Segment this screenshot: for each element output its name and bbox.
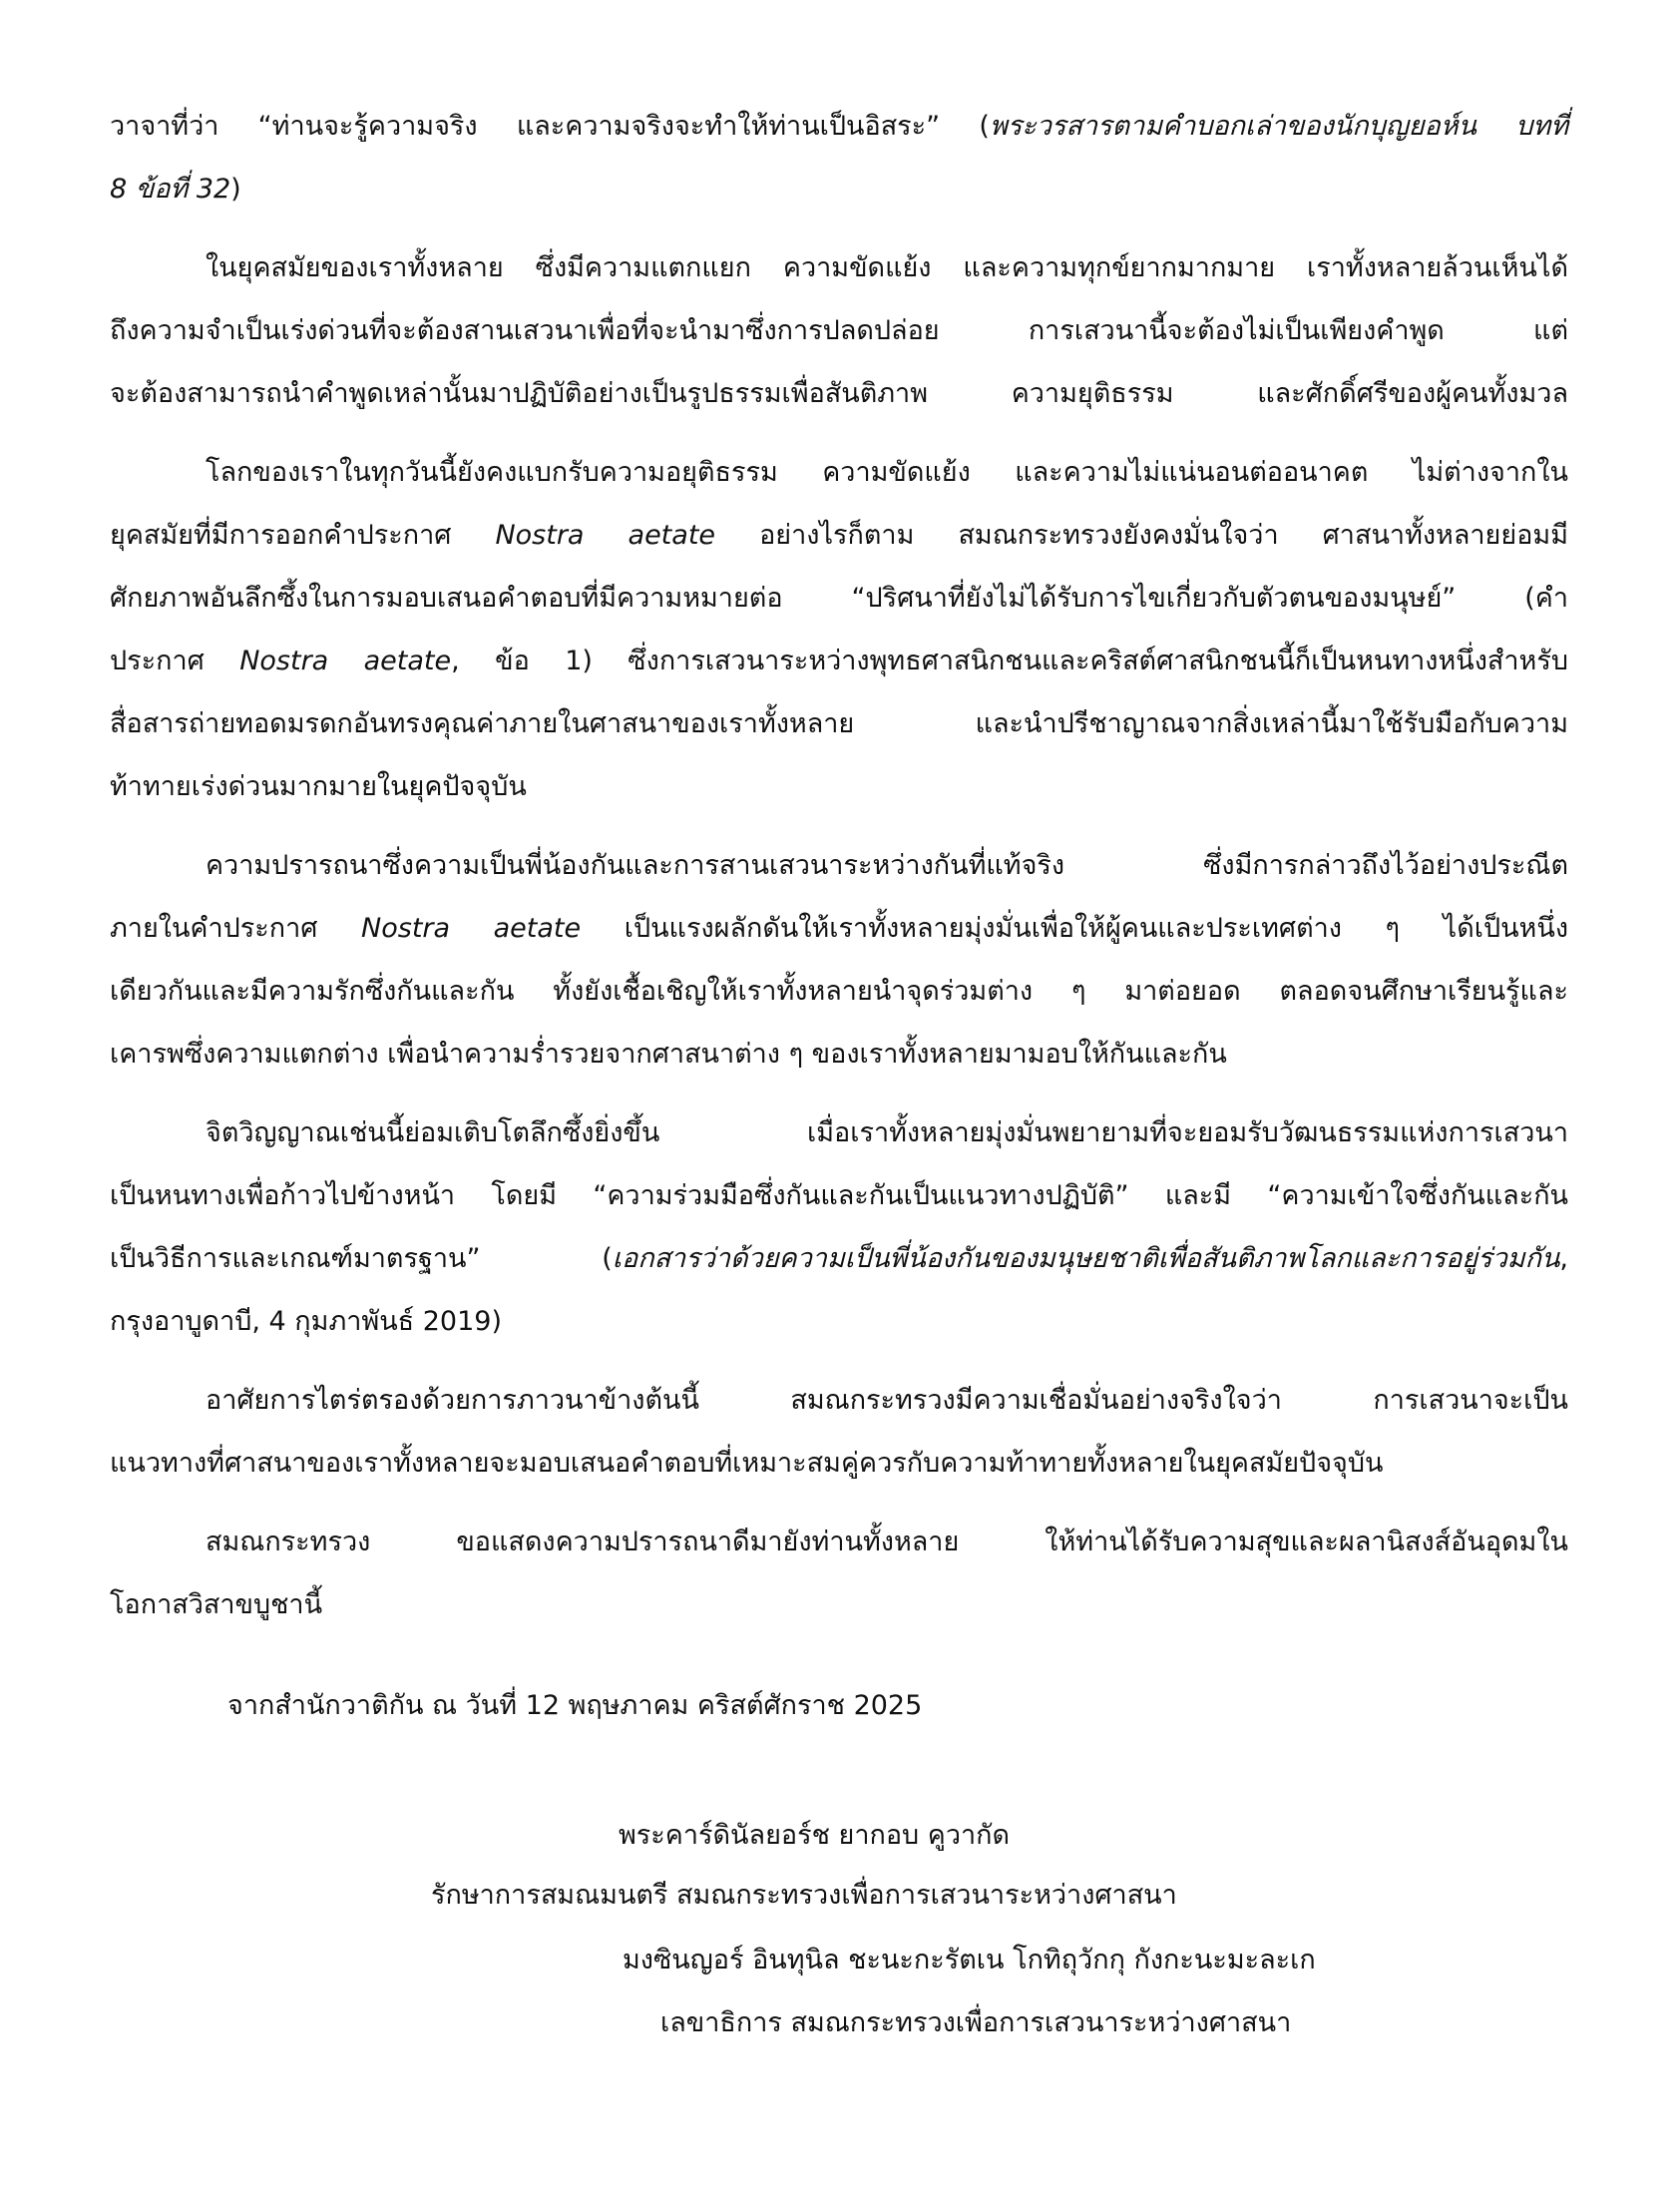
- italic-text-run: Nostra aetate: [361, 913, 582, 944]
- text-line: [110, 95, 1568, 158]
- paragraph-fraternity: [110, 834, 1568, 1086]
- text-run: เป็นหนทางเพื่อก้าวไปข้างหน้า โดยมี “ความร่วมมือซึ่งกันและกันเป็นแนวทางปฏิบัติ” และมี “ความเข้าใจซึ่งกันและกัน: [110, 1180, 1568, 1211]
- text-line: [110, 1101, 1568, 1164]
- text-run: กรุงอาบูดาบี, 4 กุมภาพันธ์ 2019): [110, 1306, 502, 1337]
- text-line: [110, 567, 1568, 630]
- text-run: ท้าทายเร่งด่วนมากมายในยุคปัจจุบัน: [110, 771, 527, 802]
- paragraph-quote-continuation: [110, 95, 1568, 220]
- text-run: ในยุคสมัยของเราทั้งหลาย ซึ่งมีความแตกแยก ความขัดแย้ง และความทุกข์ยากมากมาย เราทั้งหลายล้วนเห็นได้: [206, 252, 1568, 283]
- paragraph-nostra-aetate: [110, 441, 1568, 818]
- signatory-2-name: มงซินญอร์ อินทุนิล ชะนะกะรัตเน โกทิถุวักกุ กังกะนะมะละเก: [623, 1945, 1316, 1975]
- italic-text-run: Nostra aetate: [239, 646, 452, 676]
- text-run: ภายในคำประกาศ: [110, 913, 362, 944]
- text-line: [110, 1227, 1568, 1290]
- text-run: ความปรารถนาซึ่งความเป็นพี่น้องกันและการสานเสวนาระหว่างกันที่แท้จริง ซึ่งมีการกล่าวถึงไว้อย่างประณีต: [206, 850, 1568, 881]
- closing-date: จากสำนักวาติกัน ณ วันที่ 12 พฤษภาคม คริสต์ศักราช 2025: [227, 1690, 923, 1721]
- text-line: [110, 236, 1568, 299]
- text-line: [110, 1432, 1568, 1495]
- text-run: ประกาศ: [110, 646, 240, 676]
- text-line: [110, 960, 1568, 1023]
- text-line: [110, 441, 1568, 504]
- text-line: [110, 299, 1568, 362]
- text-run: วาจาที่ว่า “ท่านจะรู้ความจริง และความจริงจะทำให้ท่านเป็นอิสระ” (: [110, 111, 990, 142]
- text-line: [110, 834, 1568, 897]
- text-run: เป็นวิธีการและเกณฑ์มาตรฐาน” (: [110, 1243, 613, 1274]
- signatory-2-title: เลขาธิการ สมณกระทรวงเพื่อการเสวนาระหว่างศาสนา: [660, 2007, 1292, 2038]
- italic-text-run: Nostra aetate: [495, 520, 716, 551]
- paragraph-era-of-conflict: [110, 236, 1568, 425]
- paragraph-reflection: [110, 1369, 1568, 1495]
- text-line: [110, 755, 1568, 818]
- italic-text-run: 8 ข้อที่ 32: [110, 174, 231, 205]
- signatory-1-name: พระคาร์ดินัลยอร์ช ยากอบ คูวากัด: [619, 1820, 1011, 1851]
- text-run: จิตวิญญาณเช่นนี้ย่อมเติบโตลึกซึ้งยิ่งขึ้น เมื่อเราทั้งหลายมุ่งมั่นพยายามที่จะยอมรับวัฒนธรรมแห่งการเสวนา: [206, 1117, 1568, 1148]
- text-line: [110, 504, 1568, 567]
- text-line: [110, 1511, 1568, 1573]
- italic-text-run: เอกสารว่าด้วยความเป็นพี่น้องกันของมนุษยชาติเพื่อสันติภาพโลกและการอยู่ร่วมกัน: [612, 1243, 1560, 1274]
- text-run: ): [230, 174, 241, 205]
- italic-text-run: พระวรสารตามคำบอกเล่าของนักบุญยอห์น บทที่: [989, 111, 1568, 142]
- text-line: [110, 897, 1568, 960]
- text-run: เป็นแรงผลักดันให้เราทั้งหลายมุ่งมั่นเพื่อให้ผู้คนและประเทศต่าง ๆ ได้เป็นหนึ่ง: [581, 913, 1569, 944]
- text-run: จะต้องสามารถนำคำพูดเหล่านั้นมาปฏิบัติอย่างเป็นรูปธรรมเพื่อสันติภาพ ความยุติธรรม และศักดิ์ศรีของผู้คนทั้งมวล: [110, 378, 1568, 409]
- text-line: [110, 1290, 1568, 1353]
- text-line: [110, 1023, 1568, 1086]
- text-line: [110, 1573, 1568, 1636]
- text-run: แนวทางที่ศาสนาของเราทั้งหลายจะมอบเสนอคำตอบที่เหมาะสมคู่ควรกับความท้าทายทั้งหลายในยุคสมัยปัจจุบัน: [110, 1448, 1384, 1479]
- text-run: อาศัยการไตร่ตรองด้วยการภาวนาข้างต้นนี้ สมณกระทรวงมีความเชื่อมั่นอย่างจริงใจว่า การเสวนาจะเป็น: [206, 1385, 1568, 1416]
- text-run: เคารพซึ่งความแตกต่าง เพื่อนำความร่ำรวยจากศาสนาต่าง ๆ ของเราทั้งหลายมามอบให้กันและกัน: [110, 1039, 1227, 1070]
- text-line: [110, 692, 1568, 755]
- text-run: อย่างไรก็ตาม สมณกระทรวงยังคงมั่นใจว่า ศาสนาทั้งหลายย่อมมี: [715, 520, 1569, 551]
- text-run: สมณกระทรวง ขอแสดงความปรารถนาดีมายังท่านทั้งหลาย ให้ท่านได้รับความสุขและผลานิสงส์อันอุดมใน: [206, 1527, 1568, 1557]
- text-line: [110, 630, 1568, 692]
- text-run: ,: [1559, 1243, 1568, 1274]
- text-run: เดียวกันและมีความรักซึ่งกันและกัน ทั้งยังเชื้อเชิญให้เราทั้งหลายนำจุดร่วมต่าง ๆ มาต่อยอด ตลอดจนศึกษาเรียนรู้และ: [110, 976, 1568, 1007]
- paragraph-greeting: [110, 1511, 1568, 1636]
- text-line: [110, 362, 1568, 425]
- text-run: ยุคสมัยที่มีการออกคำประกาศ: [110, 520, 496, 551]
- text-line: [110, 1164, 1568, 1227]
- text-run: ศักยภาพอันลึกซึ้งในการมอบเสนอคำตอบที่มีความหมายต่อ “ปริศนาที่ยังไม่ได้รับการไขเกี่ยวกับตัวตนของมนุษย์” (คำ: [110, 583, 1568, 614]
- signatory-1-title: รักษาการสมณมนตรี สมณกระทรวงเพื่อการเสวนาระหว่างศาสนา: [431, 1880, 1177, 1911]
- text-line: [110, 158, 1568, 220]
- text-run: ถึงความจำเป็นเร่งด่วนที่จะต้องสานเสวนาเพื่อที่จะนำมาซึ่งการปลดปล่อย การเสวนานี้จะต้องไม่เป็นเพียงคำพูด แต่: [110, 315, 1568, 346]
- letter-page: [110, 95, 1568, 1636]
- text-run: , ข้อ 1) ซึ่งการเสวนาระหว่างพุทธศาสนิกชนและคริสต์ศาสนิกชนนี้ก็เป็นหนทางหนึ่งสำหรับ: [451, 646, 1568, 676]
- paragraph-spirit-of-dialogue: [110, 1101, 1568, 1353]
- text-line: [110, 1369, 1568, 1432]
- text-run: สื่อสารถ่ายทอดมรดกอันทรงคุณค่าภายในศาสนาของเราทั้งหลาย และนำปรีชาญาณจากสิ่งเหล่านี้มาใช้รับมือกับความ: [110, 708, 1568, 739]
- text-run: โลกของเราในทุกวันนี้ยังคงแบกรับความอยุติธรรม ความขัดแย้ง และความไม่แน่นอนต่ออนาคต ไม่ต่างจากใน: [206, 457, 1568, 488]
- text-run: โอกาสวิสาขบูชานี้: [110, 1589, 323, 1620]
